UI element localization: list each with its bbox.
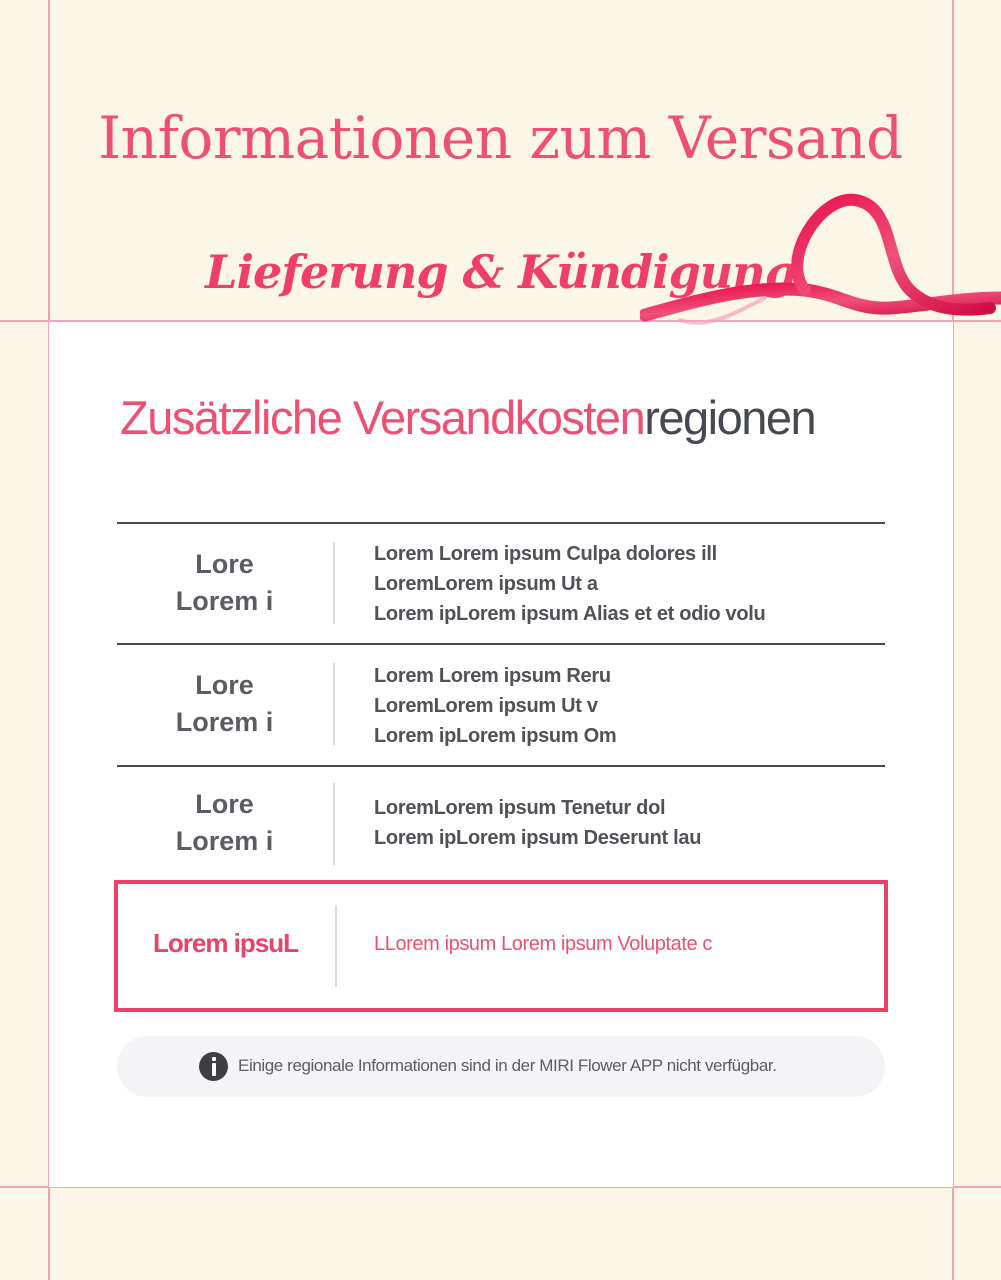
column-divider xyxy=(333,542,335,624)
row-detail-line: Lorem Lorem ipsum Culpa dolores ill xyxy=(374,543,717,565)
section-title xyxy=(120,390,815,445)
row-detail-line: Lorem ipLorem ipsum Om xyxy=(374,725,617,747)
info-icon xyxy=(199,1052,228,1081)
table-row xyxy=(117,765,885,877)
row-details xyxy=(374,793,701,853)
row-details xyxy=(374,661,616,751)
row-heading-line: Lorem i xyxy=(175,707,274,737)
row-heading-line: Lore xyxy=(195,670,254,700)
column-divider xyxy=(333,663,335,745)
ribbon-decoration xyxy=(640,190,1001,355)
highlighted-row xyxy=(114,880,888,1012)
highlighted-row-text: LLorem ipsum Lorem ipsum Voluptate c xyxy=(374,933,712,955)
row-heading xyxy=(117,546,332,620)
row-heading-line: Lorem i xyxy=(175,586,274,616)
table-row xyxy=(117,643,885,766)
row-detail-line: LoremLorem ipsum Ut a xyxy=(374,573,598,595)
page-subtitle: Lieferung & Kündigung xyxy=(205,245,796,299)
row-detail-line: LoremLorem ipsum Tenetur dol xyxy=(374,797,666,819)
row-heading-line: Lore xyxy=(195,789,254,819)
section-title-accent: Zusätzliche Versandkosten xyxy=(120,391,645,444)
row-heading-line: Lorem i xyxy=(175,826,274,856)
column-divider xyxy=(335,905,337,987)
row-detail-line: Lorem ipLorem ipsum Deserunt lau xyxy=(374,827,702,849)
row-heading xyxy=(117,667,332,741)
row-detail-line: LoremLorem ipsum Ut v xyxy=(374,695,598,717)
highlighted-row-heading: Lorem ipsuL xyxy=(152,928,298,958)
notice-banner xyxy=(117,1036,885,1097)
section-title-rest: regionen xyxy=(644,391,816,444)
notice-text: Einige regionale Informationen sind in der MIRI Flower APP nicht verfügbar. xyxy=(238,1056,777,1075)
column-divider xyxy=(333,783,335,865)
page-title: Informationen zum Versand xyxy=(98,104,903,172)
table-row xyxy=(117,522,885,645)
row-details xyxy=(374,539,765,629)
row-detail-line: Lorem Lorem ipsum Reru xyxy=(374,665,611,687)
row-detail-line: Lorem ipLorem ipsum Alias et et odio volu xyxy=(374,603,766,625)
row-heading-line: Lore xyxy=(195,549,254,579)
row-heading xyxy=(117,786,332,860)
